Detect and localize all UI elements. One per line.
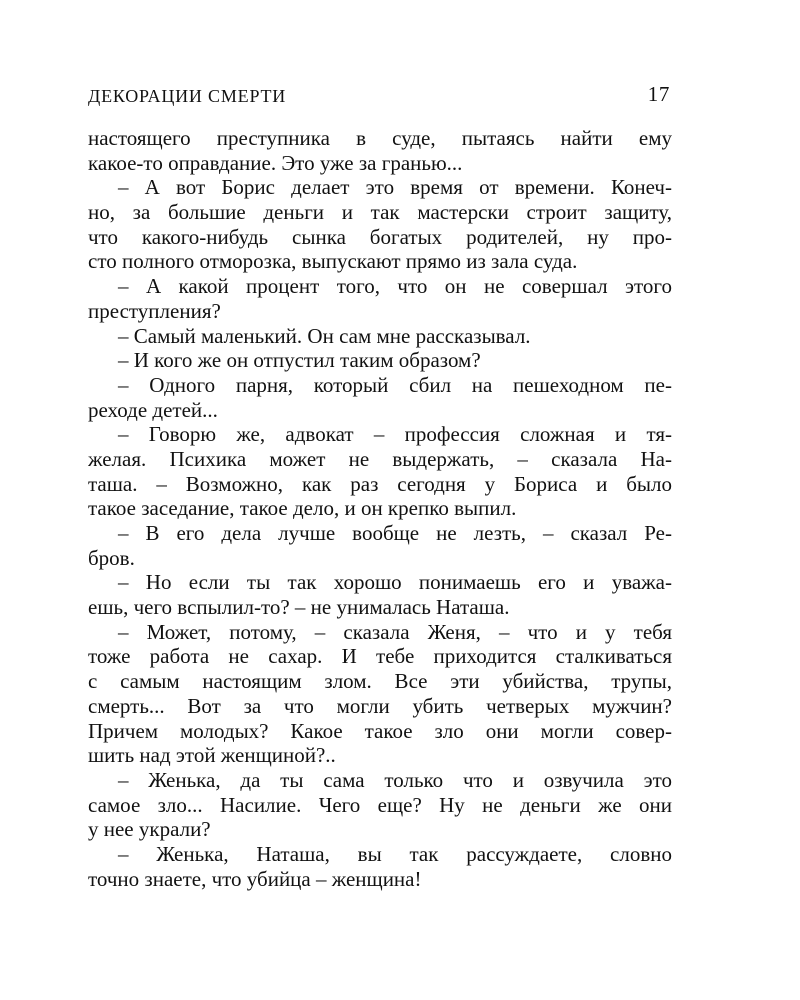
running-title: ДЕКОРАЦИИ СМЕРТИ (88, 86, 287, 106)
running-header (88, 82, 672, 112)
text-line: бров. (88, 545, 135, 570)
text-line: самое зло... Насилие. Чего еще? Ну не деньги же они (88, 792, 672, 817)
text-line: преступления? (88, 298, 221, 323)
text-line: – Может, потому, – сказала Женя, – что и у тебя (118, 619, 672, 644)
text-line: но, за большие деньги и так мастерски строит защиту, (88, 200, 672, 225)
text-line: какое-то оправдание. Это уже за гранью... (88, 150, 463, 175)
text-line: – В его дела лучше вообще не лезть, – сказал Ре- (118, 521, 672, 545)
body-text (88, 126, 672, 891)
text-line: сто полного отморозка, выпускают прямо из зала суда. (88, 249, 578, 274)
text-line: что какого-нибудь сынка богатых родителей, ну про- (88, 224, 672, 249)
text-line: – Женька, Наташа, вы так рассуждаете, словно (118, 841, 672, 866)
text-line: у нее украли? (88, 817, 211, 842)
text-line: с самым настоящим злом. Все эти убийства, трупы, (88, 669, 672, 694)
text-line: – А вот Борис делает это время от времени. Конеч- (118, 175, 672, 200)
text-line: – А какой процент того, что он не совершал этого (118, 274, 672, 299)
text-line: – Но если ты так хорошо понимаешь его и уважа- (118, 570, 672, 595)
text-line: желая. Психика может не выдержать, – сказала На- (88, 446, 672, 471)
text-line: смерть... Вот за что могли убить четверых мужчин? (88, 693, 672, 718)
book-page (88, 82, 672, 891)
text-line: таша. – Возможно, как раз сегодня у Бориса и было (88, 471, 672, 496)
text-line: Причем молодых? Какое такое зло они могли совер- (88, 718, 672, 743)
text-line: – И кого же он отпустил таким образом? (118, 348, 481, 373)
text-line: – Говорю же, адвокат – профессия сложная и тя- (118, 422, 672, 447)
text-line: такое заседание, такое дело, и он крепко выпил. (88, 496, 517, 521)
text-line: шить над этой женщиной?.. (88, 743, 336, 768)
text-line: – Самый маленький. Он сам мне рассказывал. (118, 323, 531, 348)
text-line: тоже работа не сахар. И тебе приходится сталкиваться (88, 644, 672, 669)
page-number: 17 (647, 82, 670, 106)
text-line: настоящего преступника в суде, пытаясь найти ему (88, 126, 672, 150)
text-line: – Женька, да ты сама только что и озвучила это (118, 767, 672, 792)
text-line: ешь, чего вспылил-то? – не унималась Наташа. (88, 595, 510, 620)
text-line: – Одного парня, который сбил на пешеходном пе- (118, 372, 672, 397)
text-line: реходе детей... (88, 397, 218, 422)
text-line: точно знаете, что убийца – женщина! (88, 866, 422, 891)
